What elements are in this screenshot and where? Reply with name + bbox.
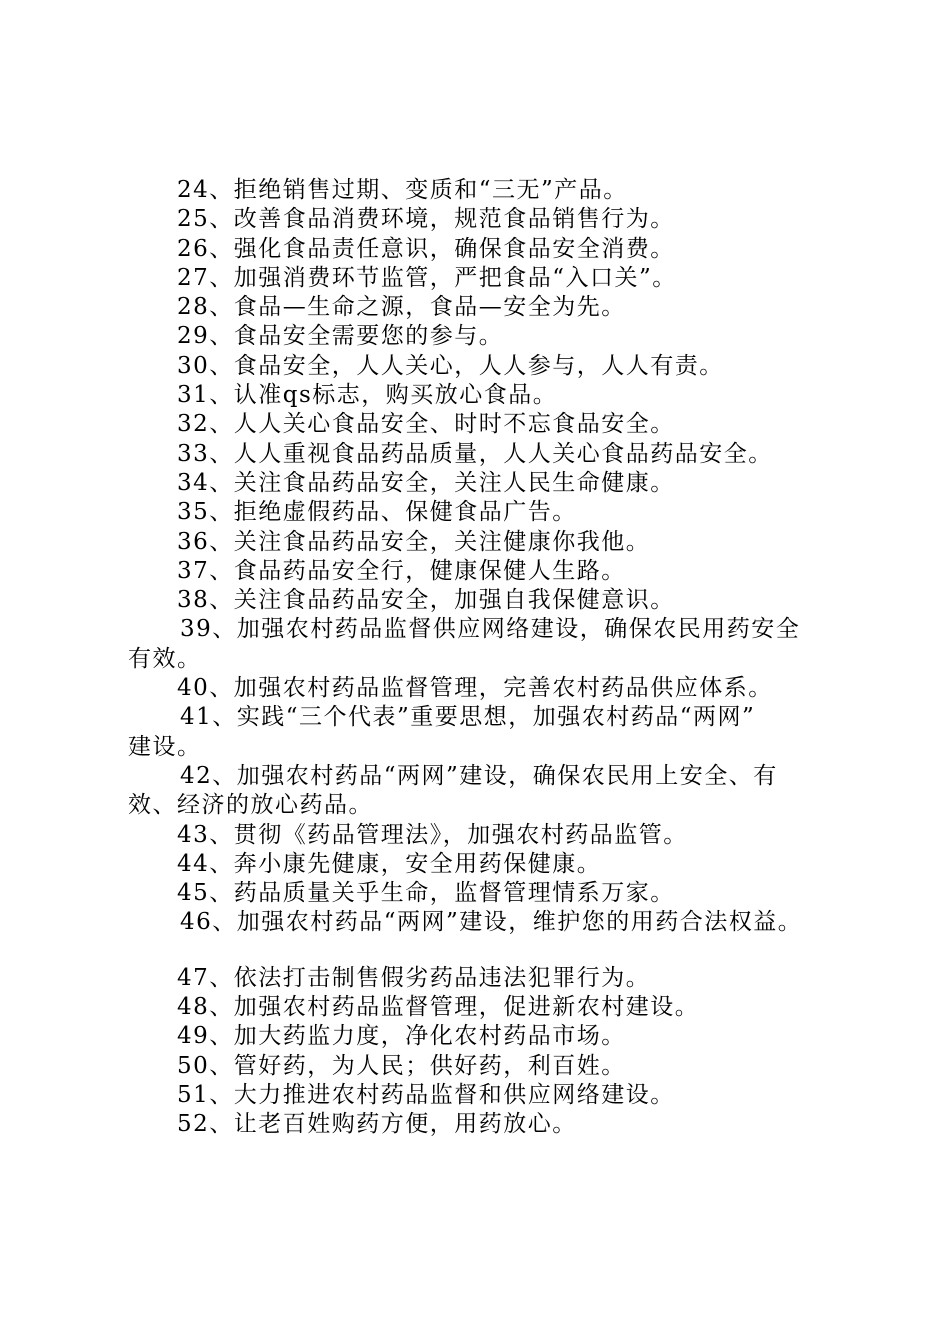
slogan-line: 28、食品—生命之源，食品—安全为先。 xyxy=(177,294,626,321)
slogan-line: 51、大力推进农村药品监督和供应网络建设。 xyxy=(177,1081,675,1108)
slogan-line: 40、加强农村药品监督管理，完善农村药品供应体系。 xyxy=(177,675,773,702)
slogan-line: 35、拒绝虚假药品、保健食品广告。 xyxy=(177,499,577,526)
slogan-line: 32、人人关心食品安全、时时不忘食品安全。 xyxy=(177,411,675,438)
slogan-line: 46、加强农村药品“两网”建设，维护您的用药合法权益。 xyxy=(180,909,803,936)
slogan-line: 44、奔小康先健康，安全用药保健康。 xyxy=(177,850,602,877)
slogan-line: 50、管好药，为人民；供好药，利百姓。 xyxy=(177,1052,626,1079)
slogan-line: 38、关注食品药品安全，加强自我保健意识。 xyxy=(177,587,675,614)
slogan-line-continuation: 效、经济的放心药品。 xyxy=(128,792,373,819)
slogan-line-continuation: 有效。 xyxy=(128,645,202,672)
slogan-line: 43、贯彻《药品管理法》，加强农村药品监管。 xyxy=(177,821,688,848)
slogan-line: 37、食品药品安全行，健康保健人生路。 xyxy=(177,557,626,584)
slogan-line: 36、关注食品药品安全，关注健康你我他。 xyxy=(177,528,651,555)
slogan-line: 41、实践“三个代表”重要思想，加强农村药品“两网” xyxy=(180,704,756,731)
slogan-line: 30、食品安全，人人关心，人人参与，人人有责。 xyxy=(177,352,724,379)
slogan-line: 29、食品安全需要您的参与。 xyxy=(177,323,504,350)
slogan-line: 24、拒绝销售过期、变质和“三无”产品。 xyxy=(177,177,628,203)
slogan-line: 26、强化食品责任意识，确保食品安全消费。 xyxy=(177,235,675,262)
slogan-line: 42、加强农村药品“两网”建设，确保农民用上安全、有 xyxy=(180,762,778,789)
slogan-line: 31、认准qs标志，购买放心食品。 xyxy=(177,382,558,409)
slogan-line: 34、关注食品药品安全，关注人民生命健康。 xyxy=(177,469,675,496)
slogan-line: 33、人人重视食品药品质量，人人关心食品药品安全。 xyxy=(177,440,773,467)
slogan-line: 48、加强农村药品监督管理，促进新农村建设。 xyxy=(177,994,700,1021)
slogan-line: 25、改善食品消费环境，规范食品销售行为。 xyxy=(177,206,675,233)
slogan-line: 39、加强农村药品监督供应网络建设，确保农民用药安全 xyxy=(180,616,801,643)
slogan-line: 45、药品质量关乎生命，监督管理情系万家。 xyxy=(177,880,675,907)
slogan-line: 47、依法打击制售假劣药品违法犯罪行为。 xyxy=(177,964,651,991)
slogan-line: 27、加强消费环节监管，严把食品“入口关”。 xyxy=(177,264,677,291)
blank-line xyxy=(128,938,848,964)
slogan-line: 49、加大药监力度，净化农村药品市场。 xyxy=(177,1023,626,1050)
slogan-line: 52、让老百姓购药方便，用药放心。 xyxy=(177,1111,577,1138)
slogan-line-continuation: 建设。 xyxy=(128,733,202,760)
slogan-list xyxy=(128,176,848,1140)
